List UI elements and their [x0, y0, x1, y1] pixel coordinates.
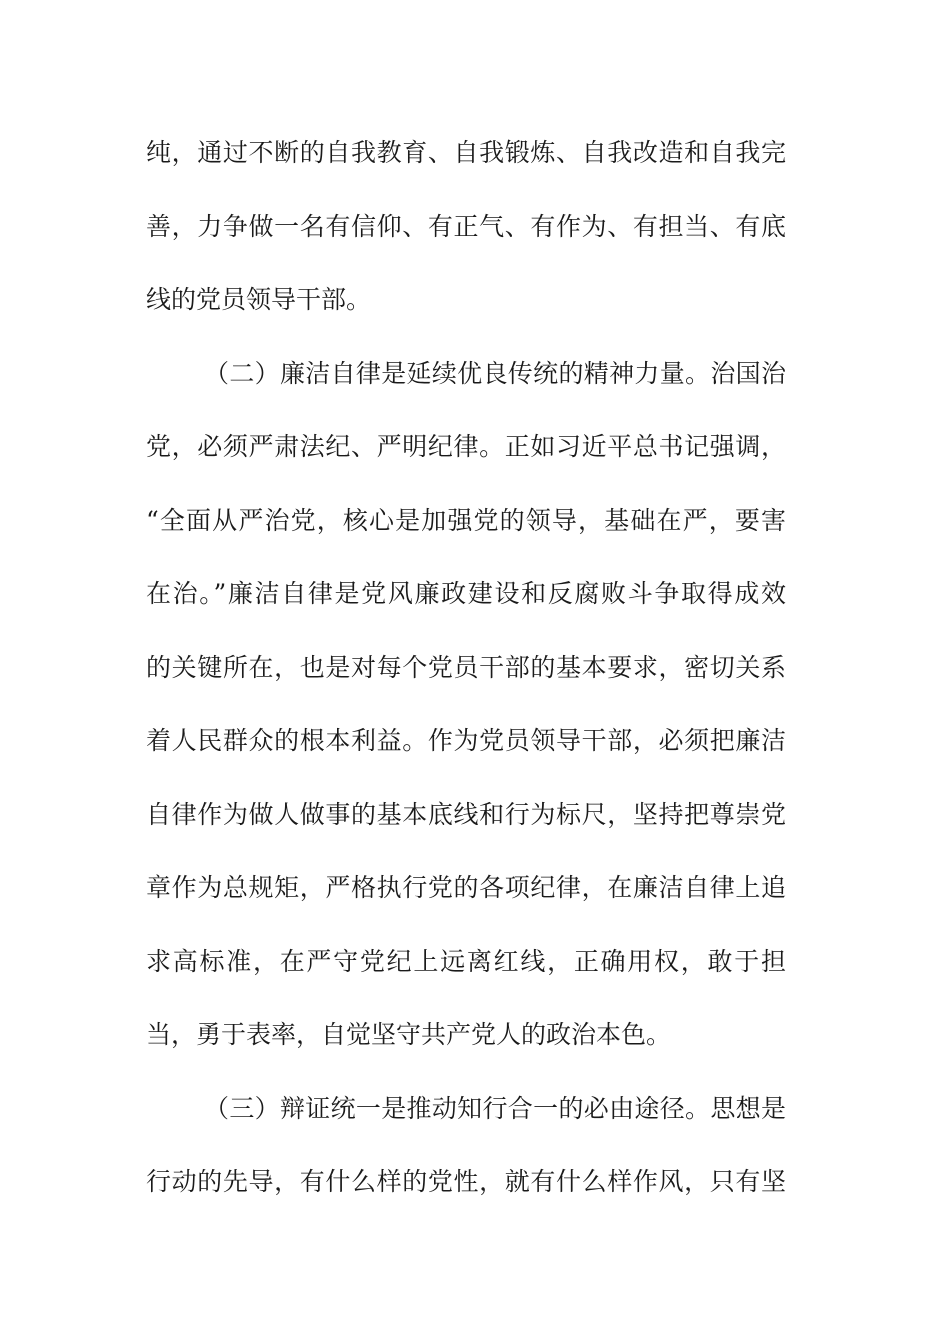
text-line: 行动的先导，有什么样的党性，就有什么样作风，只有坚 [146, 1167, 786, 1196]
text-line: 求高标准，在严守党纪上远离红线，正确用权，敢于担 [146, 946, 786, 976]
paragraph-heading-2: （二）廉洁自律是延续优良传统的精神力量。治国治 [204, 358, 786, 388]
text-line: 纯，通过不断的自我教育、自我锻炼、自我改造和自我完 [146, 138, 786, 167]
text-line: 线的党员领导干部。 [146, 285, 372, 314]
text-line: 善，力争做一名有信仰、有正气、有作为、有担当、有底 [146, 211, 786, 241]
text-line: 章作为总规矩，严格执行党的各项纪律，在廉洁自律上追 [146, 873, 786, 902]
text-line: “全面从严治党，核心是加强党的领导，基础在严，要害 [146, 505, 786, 535]
text-line: 自律作为做人做事的基本底线和行为标尺，坚持把尊崇党 [146, 799, 786, 829]
text-line: 的关键所在，也是对每个党员干部的基本要求，密切关系 [146, 652, 786, 682]
text-line: 当，勇于表率，自觉坚守共产党人的政治本色。 [146, 1020, 672, 1049]
text-line: 着人民群众的根本利益。作为党员领导干部，必须把廉洁 [146, 726, 786, 755]
text-line: 在治。”廉洁自律是党风廉政建设和反腐败斗争取得成效 [146, 579, 786, 608]
text-line: 党，必须严肃法纪、严明纪律。正如习近平总书记强调， [146, 432, 786, 461]
document-body [146, 131, 786, 1234]
paragraph-heading-3: （三）辩证统一是推动知行合一的必由途径。思想是 [204, 1093, 786, 1123]
